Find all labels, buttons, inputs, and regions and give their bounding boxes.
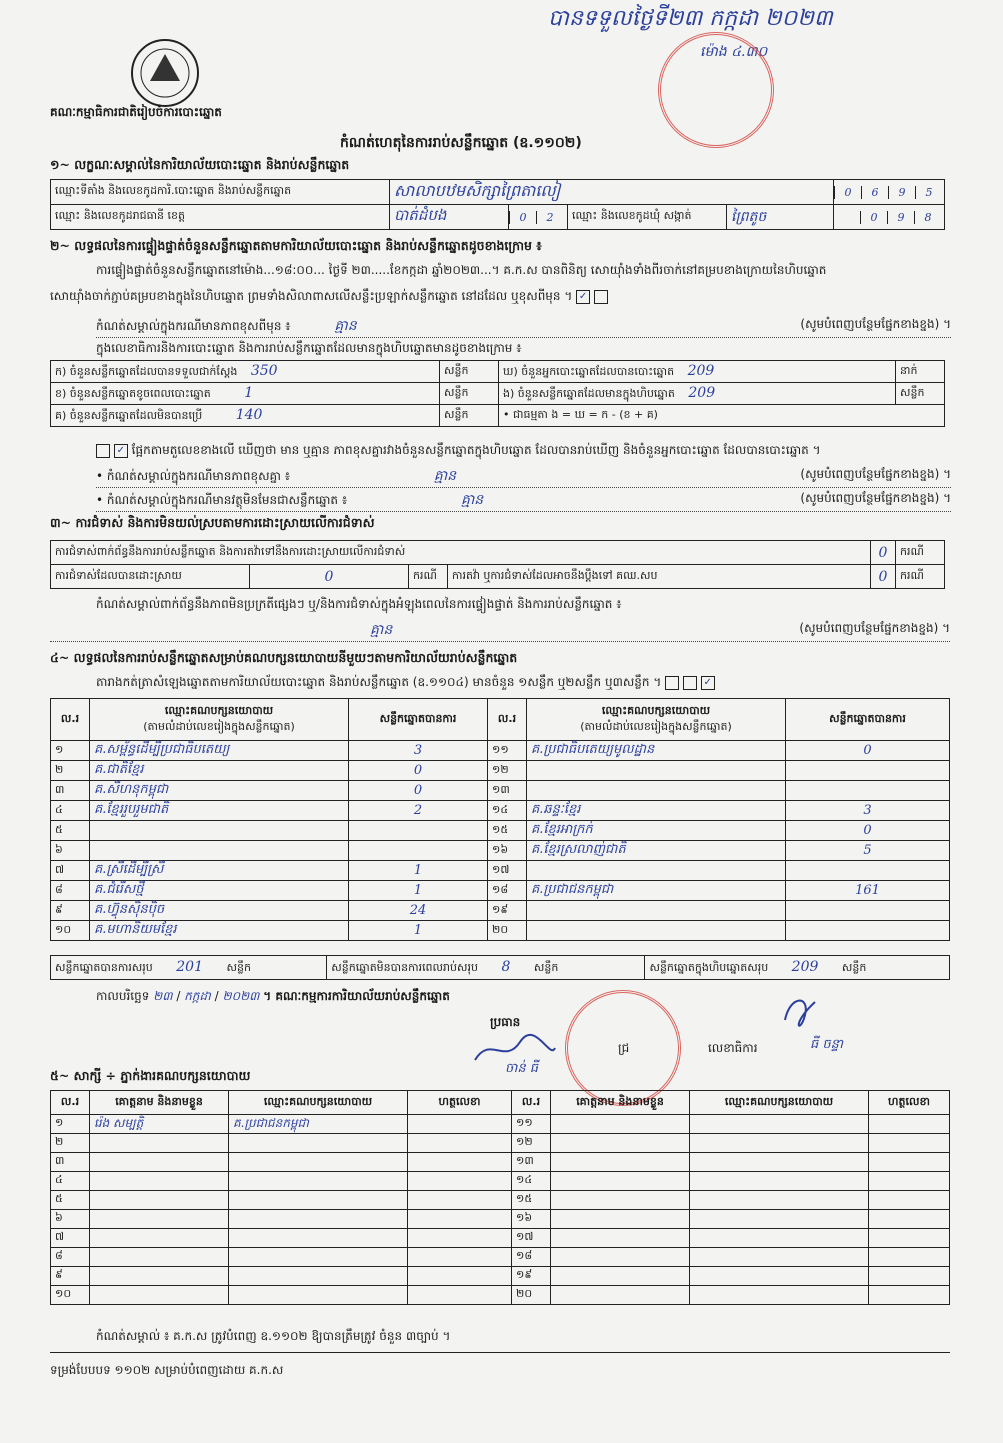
total-valid: សន្លឹកឆ្នោតបានការសរុប 201 សន្លឹក	[51, 956, 327, 980]
witness-row	[51, 1267, 950, 1286]
witness-row	[51, 1229, 950, 1248]
row-number: ២	[51, 761, 90, 781]
witness-row	[51, 1115, 950, 1134]
row-number: ៩	[51, 901, 90, 921]
section-4-intro: តារាងកត់ត្រាសំឡេងឆ្នោតតាមការិយាល័យបោះឆ្នោត និងរាប់សន្លឹកឆ្នោត (ឧ.១១០៤) មានចំនួន ១សន្លឹក ឬ២សន្លឹក ឬ៣សន្លឹក ។ ✓	[96, 674, 715, 692]
row-number: ១	[51, 1115, 90, 1134]
party-name: គ.ហ៊្វុនស៊ិនប៉ិច	[90, 901, 349, 921]
totals-table	[50, 955, 950, 980]
witness-name	[551, 1134, 690, 1153]
seal-note-row: កំណត់សម្គាល់ក្នុងករណីមានភាពខុសពីមុន ៖ គ្មាន (សូមបំពេញបន្ថែមផ្នែកខាងខ្នង) ។	[96, 316, 951, 338]
witness-body	[51, 1115, 950, 1305]
row-number: ៥	[51, 821, 90, 841]
official-stamp-top	[658, 32, 774, 148]
party-name: គ.ឆន្ទៈខ្មែរ	[527, 801, 786, 821]
row-number: ២	[51, 1134, 90, 1153]
site-name: សាលាបឋមសិក្សាព្រៃតាលៀ	[390, 180, 834, 205]
party-votes: 0	[786, 741, 950, 761]
results-body	[51, 741, 950, 941]
party-votes: 3	[786, 801, 950, 821]
witness-signature	[408, 1115, 512, 1134]
verification-line-1: ការផ្ទៀងផ្ទាត់ចំនួនសន្លឹកឆ្នោតនៅម៉ោង...១៨:០០... ថ្ងៃទី ២៣.....ខែកក្កដា ឆ្នាំ២០២៣...។ គ.ក.ស បានពិនិត្យ សោយ៉ាំងទាំងពីរចាក់នៅគម្របខាងក្រោយនៃហិបឆ្នោត	[96, 263, 827, 277]
witness-party	[229, 1191, 408, 1210]
witness-party	[229, 1229, 408, 1248]
witness-signature	[869, 1286, 950, 1305]
row-number: ១២	[488, 761, 527, 781]
party-votes: 5	[786, 841, 950, 861]
witness-signature	[408, 1191, 512, 1210]
witness-row	[51, 1172, 950, 1191]
witness-signature	[869, 1134, 950, 1153]
discrepancy-check: ✓ ផ្អែកតាមតួលេខខាងលើ ឃើញថា មាន ឬគ្មាន ភាពខុសគ្នារវាងចំនួនសន្លឹកឆ្នោតក្នុងហិបឆ្នោត ដែលបានរាប់ឃើញ និងចំនួនអ្នកបោះឆ្នោត ដែលបានបោះឆ្នោត ។	[96, 442, 820, 460]
row-number: ១៤	[488, 801, 527, 821]
witness-name	[551, 1267, 690, 1286]
chair-signature-icon	[470, 1030, 560, 1070]
has-discrepancy-checkbox[interactable]	[96, 444, 110, 458]
count-g: គ) ចំនួនសន្លឹកឆ្នោតដែលមិនបានប្រើ 140	[51, 405, 440, 427]
results-row	[51, 821, 950, 841]
witness-party	[229, 1153, 408, 1172]
witness-party	[690, 1248, 869, 1267]
commune-label: ឈ្មោះ និងលេខកូដឃុំ សង្កាត់	[568, 205, 727, 230]
witness-signature	[869, 1248, 950, 1267]
footer-form: ទម្រង់បែបបទ ១១០២ សម្រាប់បំពេញដោយ គ.ក.ស	[50, 1363, 284, 1377]
row-number: ៧	[51, 861, 90, 881]
row-number: ៨	[51, 1248, 90, 1267]
witness-name	[90, 1134, 229, 1153]
section-5-title: ៥~ សាក្សី ÷ ភ្នាក់ងារគណបក្សនយោបាយ	[50, 1068, 251, 1083]
row-number: ៨	[51, 881, 90, 901]
results-row	[51, 741, 950, 761]
witness-party	[690, 1153, 869, 1172]
witness-signature	[869, 1115, 950, 1134]
witness-party	[690, 1229, 869, 1248]
footer-note: កំណត់សម្គាល់ ៖ គ.ក.ស ត្រូវបំពេញ ឧ.១១០២ ឱ្យបានត្រឹមត្រូវ ចំនួន ៣ច្បាប់ ។	[96, 1329, 451, 1343]
party-name: គ.មហានិយមខ្មែរ	[90, 921, 349, 941]
site-label: ឈ្មោះទីតាំង និងលេខកូដការិ.បោះឆ្នោត និងរាប់សន្លឹកឆ្នោត	[51, 180, 390, 205]
row-number: ១៦	[488, 841, 527, 861]
witness-name	[551, 1229, 690, 1248]
witness-name	[90, 1153, 229, 1172]
no-discrepancy-checkbox[interactable]: ✓	[114, 444, 128, 458]
total-invalid: សន្លឹកឆ្នោតមិនបានការពេលរាប់សរុប 8 សន្លឹក	[327, 956, 645, 980]
row-number: ១៧	[488, 861, 527, 881]
witness-signature	[408, 1267, 512, 1286]
two-sheet-checkbox[interactable]	[683, 676, 697, 690]
results-row	[51, 861, 950, 881]
row-number: ១៨	[488, 881, 527, 901]
results-row	[51, 841, 950, 861]
witness-signature	[408, 1153, 512, 1172]
party-votes: 0	[349, 781, 488, 801]
party-votes: 161	[786, 881, 950, 901]
row-number: ៣	[51, 1153, 90, 1172]
witness-name	[90, 1229, 229, 1248]
results-row	[51, 781, 950, 801]
results-row	[51, 881, 950, 901]
irregularity-note-row: គ្មាន (សូមបំពេញបន្ថែមផ្នែកខាងខ្នង) ។	[50, 620, 950, 642]
count-ch: ង) ចំនួនសន្លឹកឆ្នោតដែលមានក្នុងហិបឆ្នោត 209	[499, 383, 896, 405]
party-name: គ.ជាតិខ្មែរ	[90, 761, 349, 781]
secretary-signature-icon	[775, 990, 825, 1030]
witness-row	[51, 1153, 950, 1172]
witness-name	[90, 1267, 229, 1286]
witness-party	[690, 1191, 869, 1210]
nec-emblem-icon	[128, 36, 202, 110]
witness-signature	[869, 1191, 950, 1210]
party-votes: 1	[349, 881, 488, 901]
changed-checkbox[interactable]	[594, 290, 608, 304]
row-number: ៧	[51, 1229, 90, 1248]
party-votes: 1	[349, 861, 488, 881]
complaints-table: ការជំទាស់ពាក់ព័ន្ធនឹងការរាប់សន្លឹកឆ្នោត និងការតវ៉ាទៅនឹងការដោះស្រាយលើការជំទាស់ 0 ករណី ការជំទាស់ដែលបានដោះស្រាយ 0 ករណី ការតវ៉ា ឬការជំទាស់ដែលអាចនឹងប្តឹងទៅ គឈ.សប 0 ករណី	[50, 540, 945, 589]
party-votes	[786, 921, 950, 941]
counts-table: ក) ចំនួនសន្លឹកឆ្នោតដែលបានទទួលជាក់ស្តែង 350 សន្លឹក ឃ) ចំនួនអ្នកបោះឆ្នោតដែលបានបោះឆ្នោត 209 នាក់ ខ) ចំនួនសន្លឹកឆ្នោតខូចពេលបោះឆ្នោត 1 សន្លឹក ង) ចំនួនសន្លឹកឆ្នោតដែលមានក្នុងហិបឆ្នោត 209 សន្លឹក គ) ចំនួនសន្លឹកឆ្នោតដែលមិនបានប្រើ 140 សន្លឹក • ជាធម្មតា ង = ឃ = ក - (ខ + គ)	[50, 360, 945, 427]
witness-row	[51, 1286, 950, 1305]
witness-signature	[869, 1172, 950, 1191]
party-name	[527, 781, 786, 801]
commune-name: ព្រៃតូច	[727, 205, 834, 230]
party-votes	[786, 781, 950, 801]
chair-label: ប្រធាន	[490, 1015, 521, 1029]
row-number: ១៥	[488, 821, 527, 841]
witness-party	[690, 1210, 869, 1229]
witness-signature	[408, 1286, 512, 1305]
row-number: ៤	[51, 801, 90, 821]
witness-signature	[408, 1210, 512, 1229]
total-box: សន្លឹកឆ្នោតក្នុងហិបឆ្នោតសរុប 209 សន្លឹក	[645, 956, 950, 980]
witness-name	[90, 1286, 229, 1305]
witness-party	[229, 1172, 408, 1191]
witness-name	[90, 1172, 229, 1191]
witness-party	[690, 1286, 869, 1305]
witness-signature	[869, 1153, 950, 1172]
witness-party	[229, 1267, 408, 1286]
party-votes: 3	[349, 741, 488, 761]
witness-row	[51, 1134, 950, 1153]
row-number: ៦	[51, 841, 90, 861]
site-code: 0 6 9 5	[834, 180, 945, 205]
counts-intro: ក្នុងលេខាធិការនិងការបោះឆ្នោត និងការរាប់សន្លឹកឆ្នោតដែលមានក្នុងហិបឆ្នោតមានដូចខាងក្រោម ៖	[96, 341, 522, 355]
row-number: ១៦	[512, 1210, 551, 1229]
witness-party	[690, 1134, 869, 1153]
witness-party	[229, 1248, 408, 1267]
party-votes	[349, 841, 488, 861]
three-sheet-checkbox[interactable]: ✓	[701, 676, 715, 690]
results-row	[51, 761, 950, 781]
results-table: ល.រ ឈ្មោះគណបក្សនយោបាយ (តាមលំដាប់លេខរៀងក្នុងសន្លឹកឆ្នោត) សន្លឹកឆ្នោតបានការ ល.រ ឈ្មោះគណបក្សនយោបាយ (តាមលំដាប់លេខរៀងក្នុងសន្លឹកឆ្នោត) សន្លឹកឆ្នោតបានការ ១ គ.សម្ព័ន្ធដើម្បីប្រជាធិបតេយ្យ 3 ១១ គ.ប្រជាធិបតេយ្យមូលដ្ឋាន 0 ២ គ.ជាតិខ្មែរ 0 ១២ ៣ គ.សីហនុកម្ពុជា 0 ១៣ ៤ គ.ខ្មែររួបរួមជាតិ 2 ១៤ គ.ឆន្ទៈខ្មែរ 3 ៥ ១៥ គ.ខ្មែរអាក្រក់ 0 ៦ ១៦ គ.ខ្មែរស្រលាញ់ជាតិ 5 ៧ គ.ស្រីដើម្បីស្រី 1 ១៧ ៨ គ.ជំរើសថ្មី 1 ១៨ គ.ប្រជាជនកម្ពុជា 161 ៩ គ.ហ៊្វុនស៊ិនប៉ិច 24 ១៩ ១០ គ.មហានិយមខ្មែរ 1 ២០	[50, 698, 950, 941]
witness-name	[551, 1210, 690, 1229]
party-name	[90, 821, 349, 841]
row-number: ១៤	[512, 1172, 551, 1191]
witness-name	[551, 1115, 690, 1134]
party-name: គ.ស្រីដើម្បីស្រី	[90, 861, 349, 881]
party-name	[527, 921, 786, 941]
diff-note-row: • កំណត់សម្គាល់ក្នុងករណីមានភាពខុសគ្នា ៖ គ្មាន (សូមបំពេញបន្ថែមផ្នែកខាងខ្នង) ។	[96, 466, 951, 488]
party-votes: 24	[349, 901, 488, 921]
row-number: ៥	[51, 1191, 90, 1210]
party-name: គ.ខ្មែរស្រលាញ់ជាតិ	[527, 841, 786, 861]
row-number: ១៣	[512, 1153, 551, 1172]
section-1-title: ១~ លក្ខណៈសម្គាល់នៃការិយាល័យបោះឆ្នោត និងរាប់សន្លឹកឆ្នោត	[50, 157, 350, 172]
count-k: ក) ចំនួនសន្លឹកឆ្នោតដែលបានទទួលជាក់ស្តែង 350	[51, 361, 440, 383]
commune-code: 0 9 8	[834, 205, 945, 230]
received-note: បានទទួលថ្ងៃទី២៣ កក្កដា ២០២៣	[548, 6, 833, 31]
witness-row	[51, 1248, 950, 1267]
party-name: គ.ខ្មែរអាក្រក់	[527, 821, 786, 841]
witness-row	[51, 1191, 950, 1210]
witness-name	[551, 1286, 690, 1305]
member-label: ជ្រ	[618, 1041, 630, 1055]
party-name: គ.សម្ព័ន្ធដើម្បីប្រជាធិបតេយ្យ	[90, 741, 349, 761]
witness-signature	[869, 1229, 950, 1248]
witness-name	[90, 1210, 229, 1229]
witness-signature	[869, 1210, 950, 1229]
irregularity-note-label: កំណត់សម្គាល់ពាក់ព័ន្ធនឹងភាពមិនប្រក្រតីផ្សេងៗ ឬ/និងការជំទាស់ក្នុងអំឡុងពេលនៃការផ្ទៀងផ្ទាត់ និងការរាប់សន្លឹកឆ្នោត ៖	[96, 597, 622, 611]
row-number: ១០	[51, 921, 90, 941]
witness-party	[229, 1134, 408, 1153]
row-number: ១៥	[512, 1191, 551, 1210]
witness-signature	[408, 1229, 512, 1248]
one-sheet-checkbox[interactable]	[665, 676, 679, 690]
party-votes: 2	[349, 801, 488, 821]
section-2-title: ២~ លទ្ធផលនៃការផ្ទៀងផ្ទាត់ចំនួនសន្លឹកឆ្នោតតាមការិយាល័យបោះឆ្នោត និងរាប់សន្លឹកឆ្នោតដូចខាងក្រោម ៖	[50, 238, 542, 253]
party-votes: 1	[349, 921, 488, 941]
witness-party	[690, 1115, 869, 1134]
org-name: គណៈកម្មាធិការជាតិរៀបចំការបោះឆ្នោត	[50, 105, 222, 119]
row-number: ៣	[51, 781, 90, 801]
object-note-row: • កំណត់សម្គាល់ក្នុងករណីមានវត្ថុមិនមែនជាសន្លឹកឆ្នោត ៖ គ្មាន (សូមបំពេញបន្ថែមផ្នែកខាងខ្នង) ។	[96, 490, 951, 512]
secretary-name: ធី ចន្ទា	[810, 1037, 844, 1052]
witness-table: ល.រ គោត្តនាម និងនាមខ្លួន ឈ្មោះគណបក្សនយោបាយ ហត្ថលេខា ល.រ គោត្តនាម និងនាមខ្លួន ឈ្មោះគណបក្សនយោបាយ ហត្ថលេខា ១ រ៉េង សម្បត្តិ គ.ប្រជាជនកម្ពុជា ១១ ២ ១២ ៣ ១៣ ៤ ១៤ ៥ ១៥ ៦ ១៦ ៧ ១៧ ៨ ១៨ ៩ ១៩ ១០ ២០	[50, 1090, 950, 1305]
witness-party	[229, 1286, 408, 1305]
party-name	[527, 761, 786, 781]
row-number: ២០	[488, 921, 527, 941]
received-time: ម៉ោង ៤.៣០	[700, 44, 768, 60]
witness-name	[551, 1248, 690, 1267]
results-row	[51, 801, 950, 821]
unchanged-checkbox[interactable]: ✓	[576, 290, 590, 304]
party-votes: 0	[786, 821, 950, 841]
witness-signature	[408, 1134, 512, 1153]
province-label: ឈ្មោះ និងលេខកូដរាជធានី ខេត្ត	[51, 205, 390, 230]
party-name: គ.ខ្មែររួបរួមជាតិ	[90, 801, 349, 821]
formula: • ជាធម្មតា ង = ឃ = ក - (ខ + គ)	[499, 405, 945, 427]
witness-name	[90, 1248, 229, 1267]
party-votes: 0	[349, 761, 488, 781]
party-name: គ.ជំរើសថ្មី	[90, 881, 349, 901]
row-number: ១៨	[512, 1248, 551, 1267]
secretary-label: លេខាធិការ	[708, 1041, 758, 1055]
section-1-table	[50, 179, 945, 230]
party-name	[527, 861, 786, 881]
chair-name: ចាន់ ធី	[505, 1061, 539, 1076]
party-name	[90, 841, 349, 861]
party-name: គ.ប្រជាជនកម្ពុជា	[527, 881, 786, 901]
witness-party	[690, 1172, 869, 1191]
row-number: ១១	[488, 741, 527, 761]
count-kh: ខ) ចំនួនសន្លឹកឆ្នោតខូចពេលបោះឆ្នោត 1	[51, 383, 440, 405]
witness-signature	[869, 1267, 950, 1286]
witness-name	[551, 1153, 690, 1172]
party-votes	[786, 761, 950, 781]
row-number: ១០	[51, 1286, 90, 1305]
date-line: កាលបរិច្ឆេទ ២៣ / កក្កដា / ២០២៣ ។ គណៈកម្មការការិយាល័យរាប់សន្លឹកឆ្នោត	[96, 989, 450, 1003]
verification-line-2: សោយ៉ាំងចាក់ភ្ជាប់គម្របខាងក្នុងនៃហិបឆ្នោត ព្រមទាំងសិលាពាសលើសន្លឹះប្រឡាក់សន្លឹកឆ្នោត នៅដដែល ឬខុសពីមុន ។ ✓	[50, 288, 608, 306]
witness-name: រ៉េង សម្បត្តិ	[90, 1115, 229, 1134]
witness-name	[551, 1172, 690, 1191]
witness-party: គ.ប្រជាជនកម្ពុជា	[229, 1115, 408, 1134]
party-name: គ.ប្រជាធិបតេយ្យមូលដ្ឋាន	[527, 741, 786, 761]
party-name: គ.សីហនុកម្ពុជា	[90, 781, 349, 801]
footer-divider	[50, 1352, 950, 1353]
seal-note-value: គ្មាន	[334, 318, 357, 334]
province-code: 0 2	[509, 205, 568, 230]
witness-party	[690, 1267, 869, 1286]
section-4-title: ៤~ លទ្ធផលនៃការរាប់សន្លឹកឆ្នោតសម្រាប់គណបក្សនយោបាយនីមួយៗតាមការិយាល័យរាប់សន្លឹកឆ្នោត	[50, 650, 518, 665]
row-number: ១៩	[512, 1267, 551, 1286]
results-row	[51, 901, 950, 921]
party-votes	[349, 821, 488, 841]
witness-signature	[408, 1248, 512, 1267]
form-title: កំណត់ហេតុនៃការរាប់សន្លឹកឆ្នោត (ឧ.១១០២)	[340, 135, 582, 151]
section-3-title: ៣~ ការជំទាស់ និងការមិនយល់ស្របតាមការដោះស្រាយលើការជំទាស់	[50, 515, 375, 530]
witness-row	[51, 1210, 950, 1229]
witness-signature	[408, 1172, 512, 1191]
results-row	[51, 921, 950, 941]
row-number: ១២	[512, 1134, 551, 1153]
province-name: បាត់ដំបង	[390, 205, 509, 230]
row-number: ១៧	[512, 1229, 551, 1248]
row-number: ២០	[512, 1286, 551, 1305]
row-number: ៤	[51, 1172, 90, 1191]
row-number: ៩	[51, 1267, 90, 1286]
row-number: ១១	[512, 1115, 551, 1134]
count-ng: ឃ) ចំនួនអ្នកបោះឆ្នោតដែលបានបោះឆ្នោត 209	[499, 361, 896, 383]
witness-name	[551, 1191, 690, 1210]
row-number: ១៣	[488, 781, 527, 801]
party-votes	[786, 861, 950, 881]
row-number: ១៩	[488, 901, 527, 921]
row-number: ១	[51, 741, 90, 761]
witness-party	[229, 1210, 408, 1229]
party-name	[527, 901, 786, 921]
row-number: ៦	[51, 1210, 90, 1229]
party-votes	[786, 901, 950, 921]
witness-name	[90, 1191, 229, 1210]
